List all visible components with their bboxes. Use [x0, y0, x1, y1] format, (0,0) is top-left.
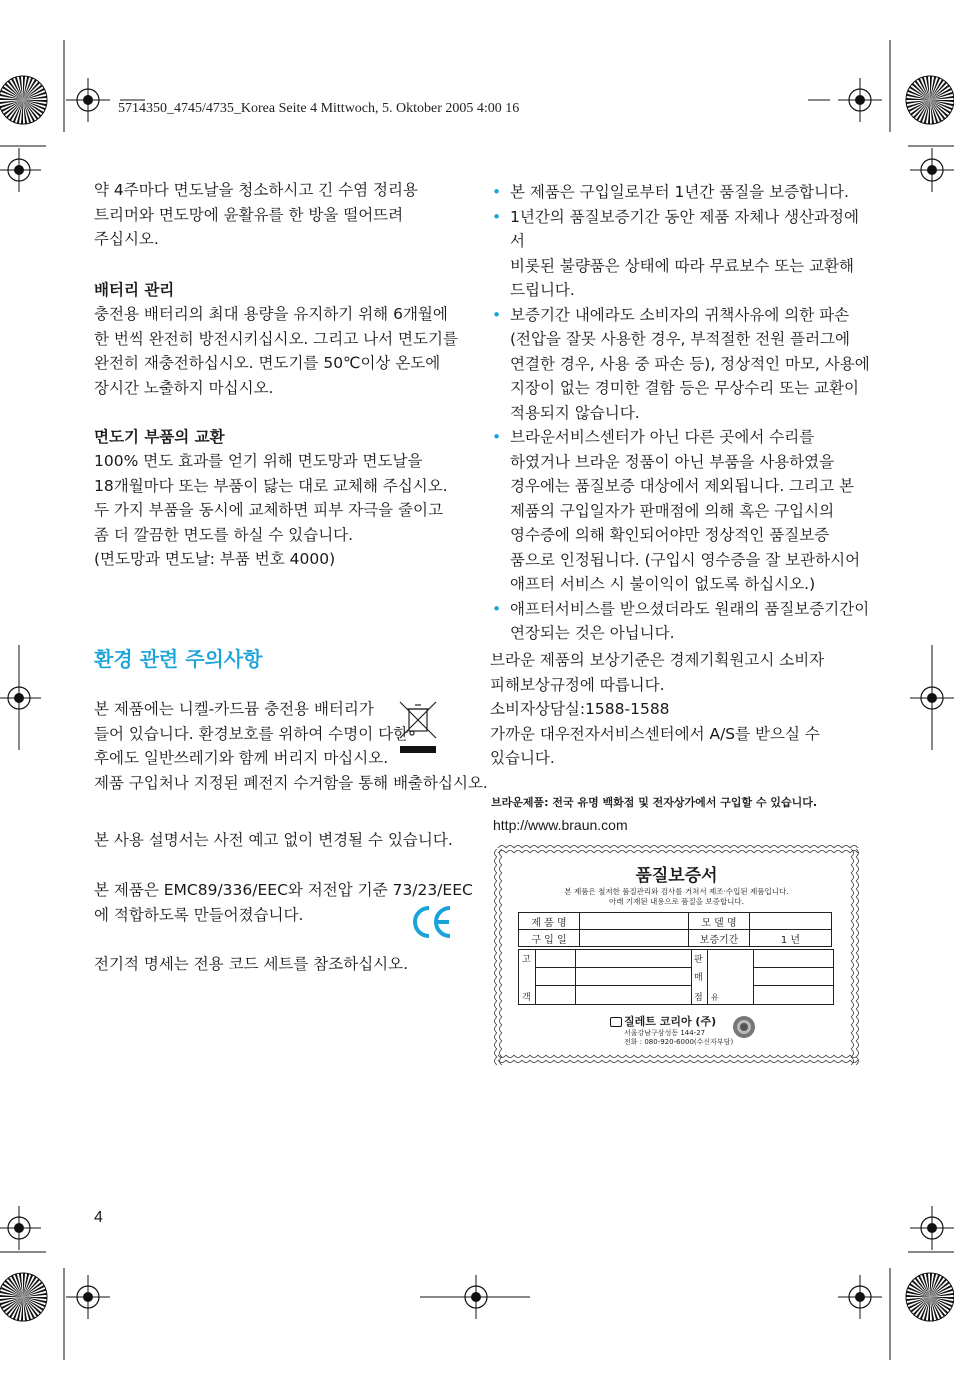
- warranty-bullet: [490, 180, 870, 205]
- text-line: 있습니다.: [490, 749, 555, 767]
- warranty-card: [492, 843, 861, 1065]
- text-line: 피해보상규정에 따릅니다.: [490, 675, 665, 694]
- text-line: (전압을 잘못 사용한 경우, 부적절한 전원 플러그에: [510, 330, 850, 348]
- text-line: 본 제품은 EMC89/336/EEC와 저전압 기준 73/23/EEC: [94, 881, 473, 899]
- text-line: 브라운 제품의 보상기준은 경제기획원고시 소비자: [490, 651, 825, 669]
- starburst-icon: [0, 1273, 47, 1321]
- text-line: • 본 제품은 구입일로부터 1년간 품질을 보증합니다.: [510, 183, 849, 201]
- starburst-icon: [0, 76, 47, 124]
- parts-heading: 면도기 부품의 교환: [94, 428, 225, 446]
- warranty-period-value: 1 년: [750, 930, 832, 947]
- text-line: 하였거나 브라운 정품이 아닌 부품을 사용하였을: [510, 452, 835, 471]
- text-line: 경우에는 품질보증 대상에서 제외됩니다. 그리고 본: [510, 477, 854, 495]
- compensation-text: [490, 648, 870, 771]
- text-line: 18개월마다 또는 부품이 닳는 대로 교체해 주십시오.: [94, 476, 448, 495]
- customer-label: 고 객: [519, 950, 536, 1004]
- text-line: • 애프터서비스를 받으셨더라도 원래의 품질보증기간이: [510, 599, 870, 618]
- company-phone: 전화 : 080-920-6000(수신자부담): [624, 1038, 734, 1046]
- warranty-bullet: [490, 597, 870, 646]
- gillette-logo-icon: [610, 1017, 622, 1027]
- text-line: 후에도 일반쓰레기와 함께 버리지 마십시오.: [94, 749, 389, 767]
- text-line: 두 가지 부품을 동시에 교체하면 피부 자극을 줄이고: [94, 501, 443, 519]
- text-line: 영수증에 의해 확인되어야만 정상적인 품질보증: [510, 526, 830, 544]
- electrical-note: 전기적 명세는 전용 코드 세트를 참조하십시오.: [94, 955, 409, 973]
- text-line: 장시간 노출하지 마십시오.: [94, 378, 274, 397]
- warranty-bullet: [490, 205, 870, 303]
- text-line: 애프터 서비스 시 불이익이 없도록 하십시오.): [510, 575, 816, 593]
- warranty-card-subtitle: 아래 기재된 내용으로 품질을 보증합니다.: [608, 897, 745, 906]
- text-line: 연장되는 것은 아닙니다.: [510, 624, 675, 642]
- text-line: 본 제품에는 니켈-카드뮴 충전용 배터리가: [94, 700, 374, 718]
- seller-label: 판 매 점: [691, 950, 708, 1004]
- crosshair-icon: [0, 676, 41, 720]
- environment-heading: 환경 관련 주의사항: [94, 647, 263, 671]
- cleaning-intro: [94, 178, 469, 252]
- text-line: 들어 있습니다. 환경보호를 위하여 수명이 다한: [94, 724, 409, 743]
- text-line: • 1년간의 품질보증기간 동안 제품 자체나 생산과정에서: [510, 207, 859, 250]
- product-name-field[interactable]: [580, 913, 689, 930]
- starburst-icon: [906, 1273, 954, 1321]
- starburst-icon: [906, 76, 954, 124]
- warranty-table: [518, 912, 832, 947]
- purchase-date-label: 구 입 일: [519, 930, 580, 947]
- text-line: 에 적합하도록 만들어졌습니다.: [94, 905, 304, 924]
- crosshair-icon: [0, 148, 41, 192]
- text-line: 지장이 없는 경미한 결함 등은 무상수리 또는 교환이: [510, 379, 859, 397]
- text-line: • 브라운서비스센터가 아닌 다른 곳에서 수리를: [510, 428, 815, 446]
- company-address: 서울강남구삼성동 144-27: [624, 1029, 706, 1037]
- text-line: 주십시오.: [94, 230, 159, 248]
- text-line: 연결한 경우, 사용 중 파손 등), 정상적인 마모, 사용에: [510, 354, 870, 373]
- company-name: 질레트 코리아 (주): [610, 1013, 716, 1029]
- customer-seller-block: [518, 949, 834, 1005]
- text-line: 100% 면도 효과를 얻기 위해 면도망과 면도날을: [94, 452, 423, 470]
- product-name-label: 제 품 명: [519, 913, 580, 930]
- text-line: 완전히 재충전하십시오. 면도기를 50℃이상 온도에: [94, 354, 441, 372]
- warranty-bullet: [490, 303, 870, 426]
- company-seal-icon: [732, 1015, 756, 1039]
- warranty-card-title: 품질보증서: [635, 866, 718, 886]
- text-line: • 보증기간 내에라도 소비자의 귀책사유에 의한 파손: [510, 305, 850, 324]
- text-line: 드립니다.: [510, 281, 575, 299]
- battery-section: [94, 278, 469, 400]
- text-line: 품으로 인정됩니다. (구입시 영수증을 잘 보관하시어: [510, 550, 861, 569]
- model-name-field[interactable]: [750, 913, 832, 930]
- text-line: 적용되지 않습니다.: [510, 403, 640, 422]
- braun-url-link[interactable]: http://www.braun.com: [493, 817, 628, 833]
- crosshair-icon: [910, 1206, 954, 1250]
- text-line: 소비자상담실:1588-1588: [490, 700, 670, 718]
- warranty-card-subtitle: 본 제품은 철저한 품질관리와 검사를 거쳐서 제조·수입된 제품입니다.: [564, 887, 789, 896]
- print-header: 5714350_4745/4735_Korea Seite 4 Mittwoch, 5. Oktober 2005 4:00 16: [118, 101, 520, 116]
- warranty-bullet: [490, 425, 870, 597]
- manual-change-notice: 본 사용 설명서는 사전 예고 없이 변경될 수 있습니다.: [94, 831, 453, 849]
- crosshair-icon: [0, 1206, 41, 1250]
- text-line: 가까운 대우전자서비스센터에서 A/S를 받으실 수: [490, 724, 820, 743]
- text-line: (면도망과 면도날: 부품 번호 4000): [94, 550, 336, 568]
- battery-heading: 배터리 관리: [94, 281, 175, 299]
- seal-label: 유: [711, 993, 719, 1002]
- text-line: 약 4주마다 면도날을 청소하시고 긴 수염 정리용: [94, 181, 418, 199]
- purchase-date-field[interactable]: [580, 930, 689, 947]
- crosshair-icon: [910, 148, 954, 192]
- text-line: 제품의 구입일자가 판매점에 의해 혹은 구입시의: [510, 501, 835, 520]
- crosshair-icon: [66, 1275, 110, 1319]
- warranty-terms: [490, 180, 870, 646]
- text-line: 한 번씩 완전히 방전시키십시오. 그리고 나서 면도기를: [94, 329, 458, 348]
- crosshair-icon: [66, 78, 110, 122]
- crosshair-icon: [838, 78, 882, 122]
- customer-fields[interactable]: [575, 950, 692, 1004]
- text-line: 충전용 배터리의 최대 용량을 유지하기 위해 6개월에: [94, 305, 448, 323]
- crossed-bin-icon: [398, 700, 438, 756]
- purchase-note: 브라운제품: 전국 유명 백화점 및 전자상가에서 구입할 수 있습니다.: [491, 796, 818, 809]
- text-line: 좀 더 깔끔한 면도를 하실 수 있습니다.: [94, 525, 354, 544]
- text-line: 트리머와 면도망에 윤활유를 한 방울 떨어뜨려: [94, 205, 404, 224]
- crosshair-icon: [838, 1275, 882, 1319]
- model-name-label: 모 델 명: [689, 913, 750, 930]
- warranty-period-label: 보증기간: [689, 930, 750, 947]
- seller-fields[interactable]: [753, 950, 833, 1004]
- parts-section: [94, 425, 469, 572]
- ce-mark-icon: [410, 903, 454, 941]
- text-line: 제품 구입처나 지정된 폐전지 수거함을 통해 배출하십시오.: [94, 773, 488, 792]
- text-line: 비롯된 불량품은 상태에 따라 무료보수 또는 교환해: [510, 256, 854, 275]
- page-number: 4: [94, 1209, 103, 1226]
